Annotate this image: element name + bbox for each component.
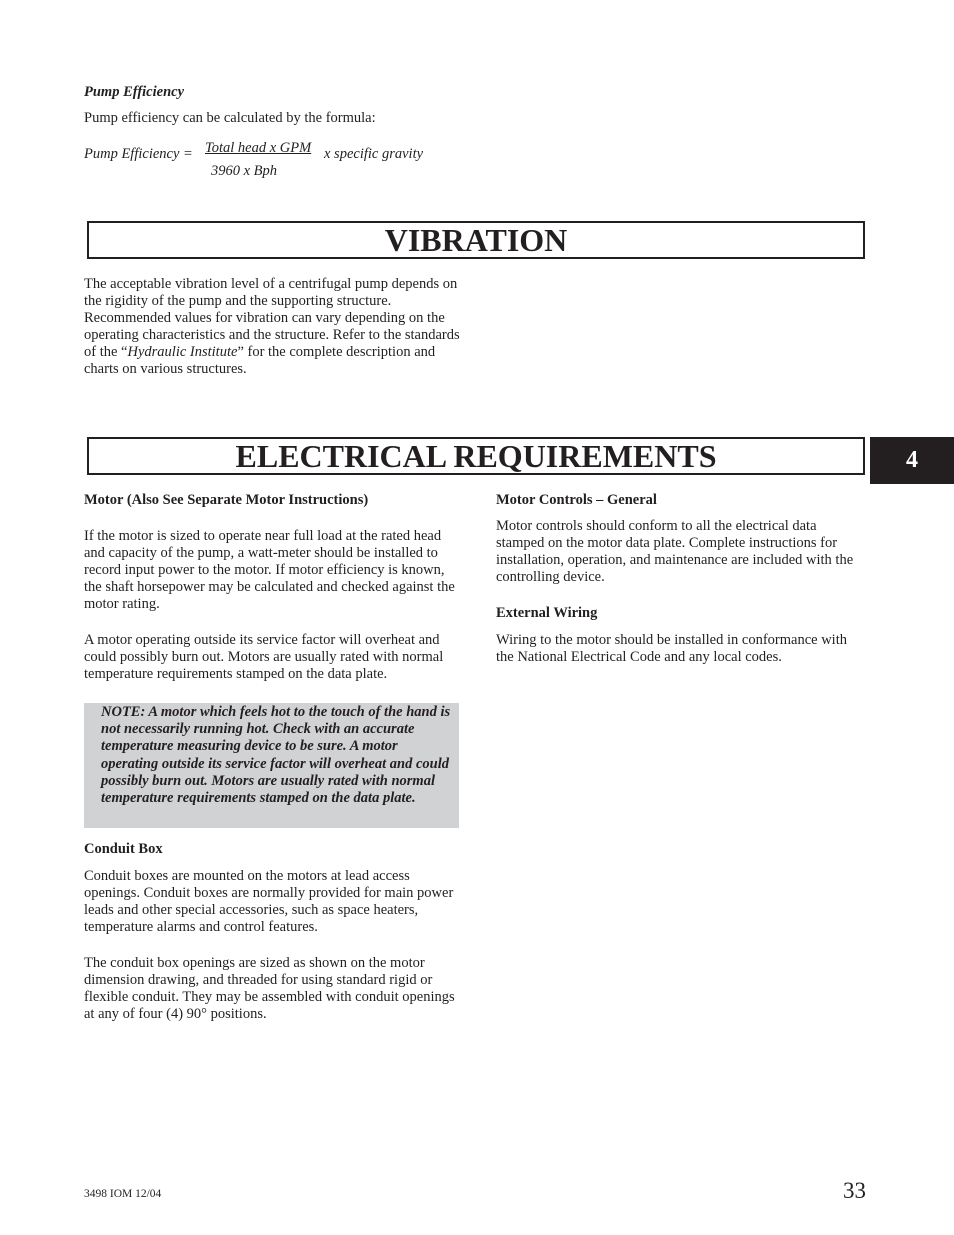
formula-denominator: 3960 x Bph [211, 163, 278, 179]
document-code: 3498 IOM 12/04 [84, 1188, 162, 1200]
vibration-title: VIBRATION [384, 222, 568, 258]
chapter-tab [870, 437, 954, 484]
note-text: NOTE: A motor which feels hot to the touch of the hand is not necessarily running hot. Check with an accurate temperature measuring device to be sure. A motor operating outside its service factor will overheat and could possibly burn out. Motors are usually rated with normal temperature requirements stamped on the data plate. [101, 704, 451, 807]
external-wiring-heading: External Wiring [496, 605, 598, 621]
chapter-tab-number: 4 [906, 447, 918, 473]
formula-numerator: Total head x GPM [205, 140, 312, 156]
motor-controls-heading: Motor Controls – General [496, 492, 657, 508]
vibration-text-1: The acceptable vibration level of a centrifugal pump depends on the rigidity of the pump and the supporting structure. Recommended values for vibration can vary depending on the operating characteristics and the structure. Refer to the standards of the “ [84, 276, 460, 360]
pump-efficiency-intro: Pump efficiency can be calculated by the formula: [84, 110, 376, 126]
external-wiring-paragraph: Wiring to the motor should be installed in conformance with the National Electrical Code and any local codes. [496, 632, 847, 665]
vibration-paragraph [84, 276, 464, 378]
conduit-heading: Conduit Box [84, 841, 163, 857]
conduit-paragraph-2: The conduit box openings are sized as shown on the motor dimension drawing, and threaded for using standard rigid or flexible conduit. They may be assembled with conduit openings at any of four (4) 90° positions. [84, 955, 455, 1022]
motor-heading: Motor (Also See Separate Motor Instructions) [84, 492, 369, 508]
conduit-paragraph-1: Conduit boxes are mounted on the motors at lead access openings. Conduit boxes are normally provided for main power leads and other special accessories, such as space heaters, temperature alarms and control features. [84, 868, 454, 935]
note-box [84, 703, 459, 828]
hydraulic-institute-ref: Hydraulic Institute [127, 344, 238, 360]
formula-lhs: Pump Efficiency = [84, 146, 193, 162]
formula-multiplier: x specific gravity [324, 146, 424, 162]
pump-efficiency-heading: Pump Efficiency [84, 84, 185, 100]
motor-controls-paragraph: Motor controls should conform to all the electrical data stamped on the motor data plate. Complete instructions for installation, operation, and maintenance are included with the controlling device. [496, 518, 854, 585]
electrical-banner [87, 437, 865, 475]
vibration-banner [87, 221, 865, 259]
vibration-text-2: ” for the complete description and charts on various structures. [84, 344, 436, 377]
motor-paragraph-2: A motor operating outside its service factor will overheat and could possibly burn out. Motors are usually rated with normal temperature requirements stamped on the data plate. [84, 632, 444, 682]
electrical-title: ELECTRICAL REQUIREMENTS [235, 438, 717, 474]
motor-paragraph-1: If the motor is sized to operate near full load at the rated head and capacity of the pump, a watt-meter should be installed to record input power to the motor. If motor efficiency is known, the shaft horsepower may be calculated and checked against the motor rating. [84, 528, 455, 612]
page-number: 33 [843, 1178, 866, 1203]
